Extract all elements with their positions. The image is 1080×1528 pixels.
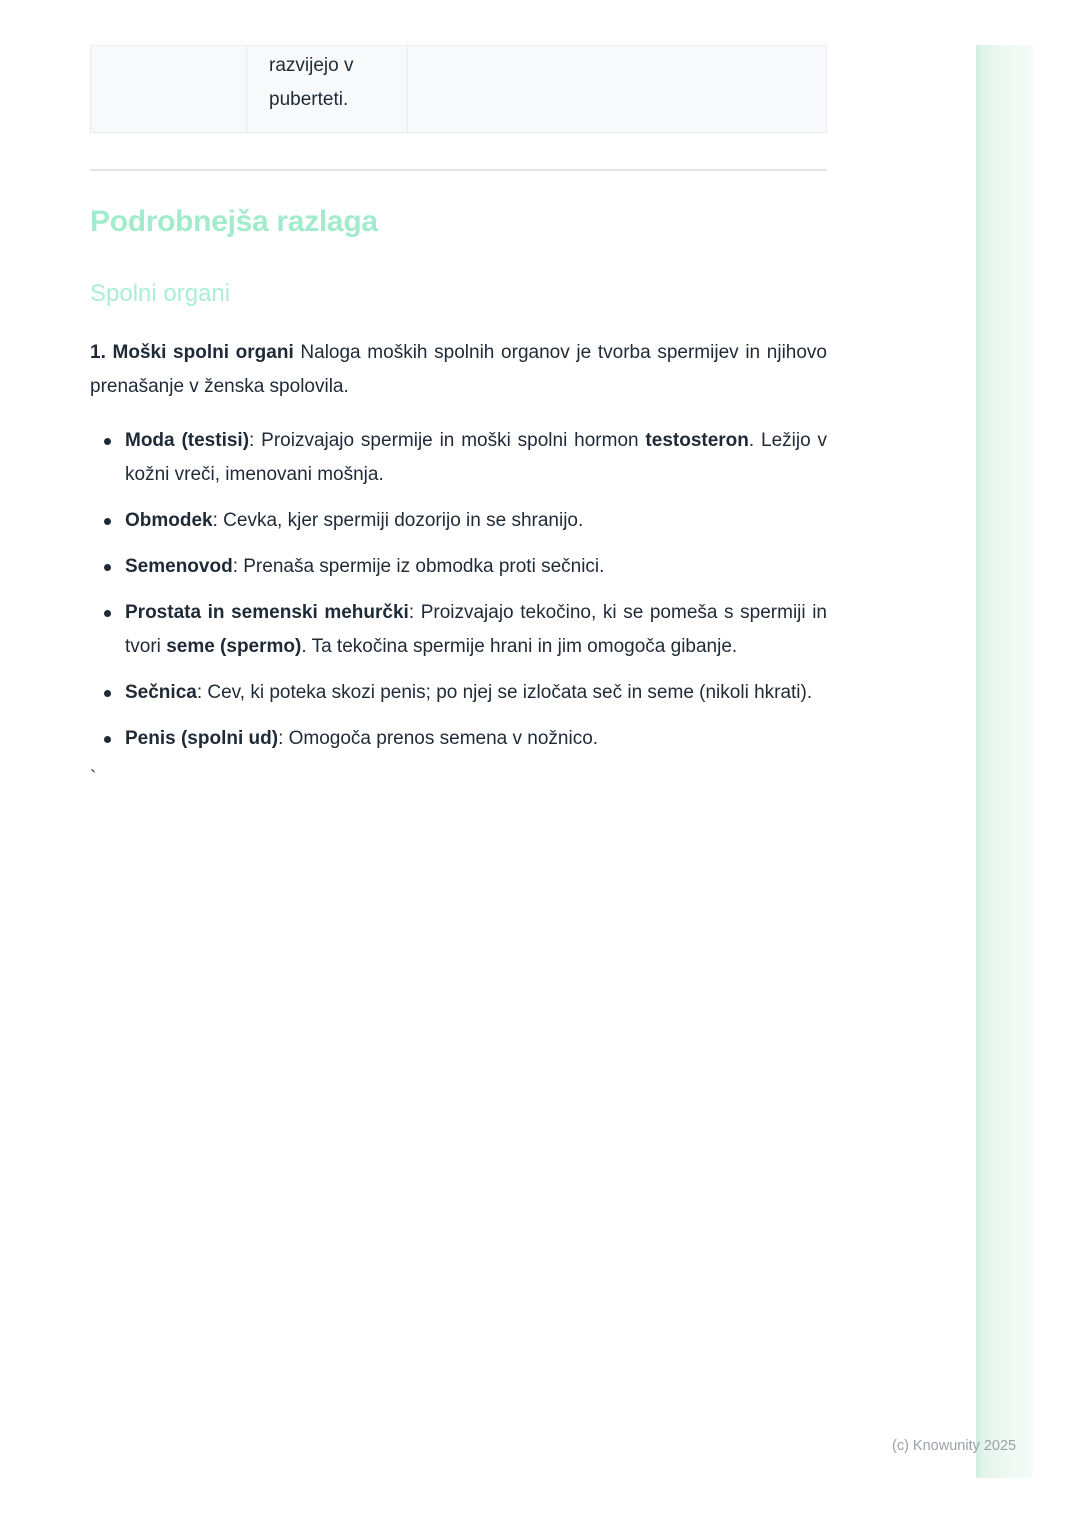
bold-text: Moda (testisi) [125, 430, 250, 451]
table-cell-empty-right [407, 46, 826, 132]
list-item: Prostata in semenski mehurčki: Proizvajajo tekočino, ki se pomeša s spermiji in tvori seme (spermo). Ta tekočina spermije hrani in jim omogoča gibanje. [90, 596, 827, 664]
section-divider [90, 169, 827, 171]
section-heading: Podrobnejša razlaga [90, 205, 378, 238]
subsection-heading: Spolni organi [90, 280, 231, 307]
list-item: Semenovod: Prenaša spermije iz obmodka proti sečnici. [90, 550, 827, 584]
list-item: Obmodek: Cevka, kjer spermiji dozorijo in se shranijo. [90, 504, 827, 538]
table-cell-text: razvijejo v puberteti. [246, 46, 407, 132]
document-content [90, 0, 827, 796]
bold-text: 1. Moški spolni organi [90, 342, 294, 363]
list-item: Sečnica: Cev, ki poteka skozi penis; po njej se izločata seč in seme (nikoli hkrati). [90, 676, 827, 710]
decorative-side-bar [976, 45, 1033, 1478]
copyright-footer: (c) Knowunity 2025 [892, 1438, 1017, 1454]
list-item: Penis (spolni ud): Omogoča prenos semena v nožnico. [90, 722, 827, 756]
list-item: Moda (testisi): Proizvajajo spermije in moški spolni hormon testosteron. Ležijo v kožni vreči, imenovani mošnja. [90, 424, 827, 492]
table-cell-empty-left [91, 46, 246, 132]
bold-text: Sečnica [125, 682, 197, 703]
table-row-fragment [90, 45, 827, 133]
bold-text: Obmodek [125, 510, 213, 531]
bold-text: seme (spermo) [166, 636, 302, 657]
bold-text: Prostata in semenski mehurčki [125, 602, 409, 623]
stray-backtick-character: ` [90, 768, 97, 789]
intro-paragraph: 1. Moški spolni organi Naloga moških spolnih organov je tvorba spermijev in njihovo prenašanje v ženska spolovila. [90, 342, 827, 397]
bold-text: testosteron [645, 430, 749, 451]
bold-text: Semenovod [125, 556, 233, 577]
bold-text: Penis (spolni ud) [125, 728, 279, 749]
organ-bullet-list [90, 424, 827, 756]
